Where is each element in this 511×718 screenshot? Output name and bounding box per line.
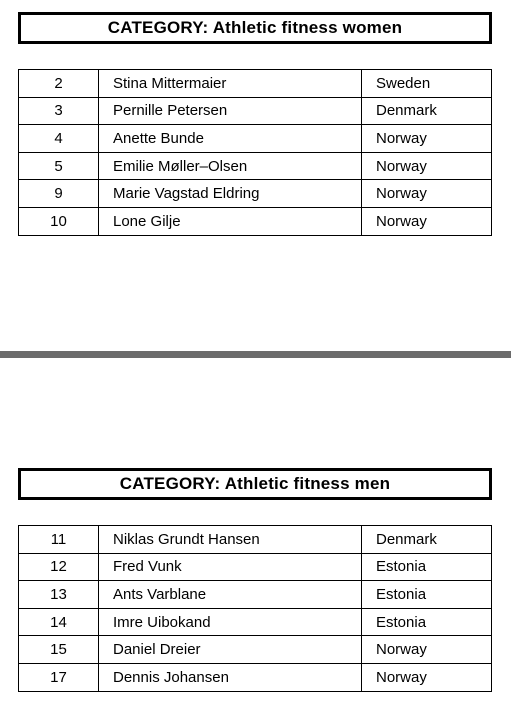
entry-country: Norway	[362, 152, 492, 180]
entry-name: Marie Vagstad Eldring	[99, 180, 362, 208]
table-row	[19, 125, 492, 153]
entry-number: 9	[19, 180, 99, 208]
category-header-women: CATEGORY: Athletic fitness women	[18, 12, 492, 44]
entry-number: 4	[19, 125, 99, 153]
entry-country: Estonia	[362, 581, 492, 609]
entry-number: 17	[19, 663, 99, 691]
table-row	[19, 636, 492, 664]
table-row	[19, 553, 492, 581]
entry-name: Fred Vunk	[99, 553, 362, 581]
entry-country: Norway	[362, 125, 492, 153]
entry-country: Norway	[362, 180, 492, 208]
entries-table-women	[18, 69, 492, 236]
entry-country: Denmark	[362, 97, 492, 125]
entry-number: 13	[19, 581, 99, 609]
entry-number: 5	[19, 152, 99, 180]
entry-country: Denmark	[362, 526, 492, 554]
table-row	[19, 608, 492, 636]
entry-country: Estonia	[362, 608, 492, 636]
entry-name: Imre Uibokand	[99, 608, 362, 636]
table-row	[19, 581, 492, 609]
entry-number: 2	[19, 70, 99, 98]
entry-number: 11	[19, 526, 99, 554]
entry-number: 15	[19, 636, 99, 664]
entry-name: Emilie Møller–Olsen	[99, 152, 362, 180]
entry-country: Norway	[362, 663, 492, 691]
entry-country: Norway	[362, 207, 492, 235]
entry-name: Daniel Dreier	[99, 636, 362, 664]
entry-country: Norway	[362, 636, 492, 664]
entry-name: Anette Bunde	[99, 125, 362, 153]
entry-name: Niklas Grundt Hansen	[99, 526, 362, 554]
entries-table-men	[18, 525, 492, 692]
entry-country: Estonia	[362, 553, 492, 581]
entry-number: 10	[19, 207, 99, 235]
entry-name: Pernille Petersen	[99, 97, 362, 125]
table-row	[19, 180, 492, 208]
table-row	[19, 207, 492, 235]
entry-name: Stina Mittermaier	[99, 70, 362, 98]
entry-number: 14	[19, 608, 99, 636]
category-header-men: CATEGORY: Athletic fitness men	[18, 468, 492, 500]
entry-name: Dennis Johansen	[99, 663, 362, 691]
entry-name: Ants Varblane	[99, 581, 362, 609]
entry-number: 3	[19, 97, 99, 125]
table-row	[19, 70, 492, 98]
entry-number: 12	[19, 553, 99, 581]
table-row	[19, 663, 492, 691]
entry-country: Sweden	[362, 70, 492, 98]
table-row	[19, 526, 492, 554]
page-divider	[0, 351, 511, 358]
table-row	[19, 152, 492, 180]
entry-name: Lone Gilje	[99, 207, 362, 235]
table-row	[19, 97, 492, 125]
